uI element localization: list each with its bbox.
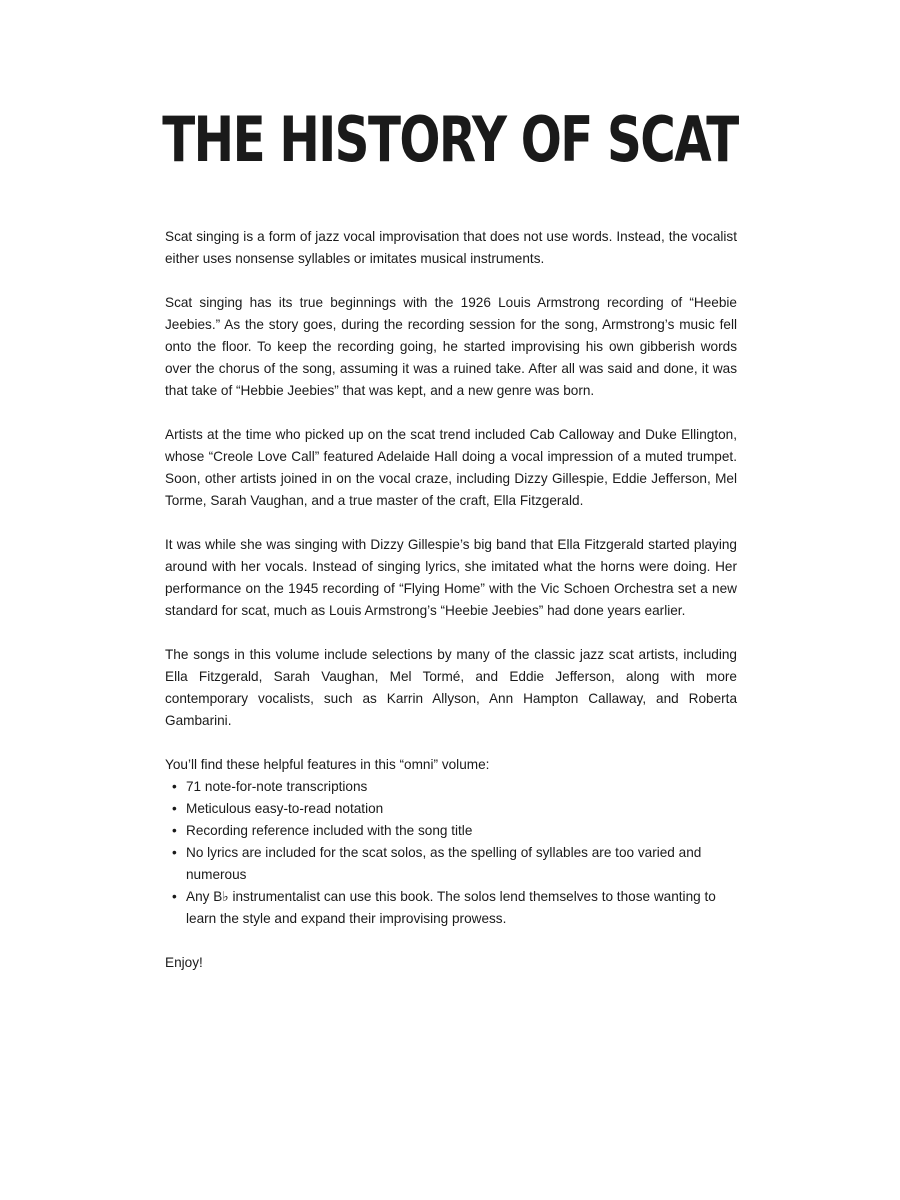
paragraph-volume-songs: The songs in this volume include selections by many of the classic jazz scat artists, including Ella Fitzgerald, Sarah Vaughan, Mel Tormé, and Eddie Jefferson, along with more contemporary vocalists, such as Karrin Allyson, Ann Hampton Callaway, and Roberta Gambarini. bbox=[165, 647, 737, 728]
list-item bbox=[172, 842, 737, 886]
feature-text: Meticulous easy-to-read notation bbox=[186, 801, 384, 816]
bullet-icon: • bbox=[172, 823, 177, 838]
features-list bbox=[165, 776, 737, 930]
feature-text: Recording reference included with the song title bbox=[186, 823, 473, 838]
closing-line: Enjoy! bbox=[165, 955, 203, 970]
feature-text: No lyrics are included for the scat solos, as the spelling of syllables are too varied and numerous bbox=[186, 845, 702, 882]
paragraph-intro: Scat singing is a form of jazz vocal improvisation that does not use words. Instead, the vocalist either uses nonsense syllables or imitates musical instruments. bbox=[165, 229, 737, 266]
bullet-icon: • bbox=[172, 801, 177, 816]
features-intro: You’ll find these helpful features in this “omni” volume: bbox=[165, 757, 490, 772]
page-title: THE HISTORY OF SCAT bbox=[162, 103, 738, 176]
bullet-icon: • bbox=[172, 779, 177, 794]
list-item bbox=[172, 798, 737, 820]
feature-text: Any B♭ instrumentalist can use this book. The solos lend themselves to those wanting to learn the style and expand their improvising prowess. bbox=[186, 889, 716, 926]
list-item bbox=[172, 820, 737, 842]
paragraph-ella-fitzgerald: It was while she was singing with Dizzy Gillespie’s big band that Ella Fitzgerald started playing around with her vocals. Instead of singing lyrics, she imitated what the horns were doing. Her performance on the 1945 recording of “Flying Home” with the Vic Schoen Orchestra set a new standard for scat, much as Louis Armstrong’s “Heebie Jeebies” had done years earlier. bbox=[165, 537, 737, 618]
list-item bbox=[172, 776, 737, 798]
paragraph-beginnings: Scat singing has its true beginnings with the 1926 Louis Armstrong recording of “Heebie Jeebies.” As the story goes, during the recording session for the song, Armstrong’s music fell onto the floor. To keep the recording going, he started improvising his own gibberish words over the chorus of the song, assuming it was a ruined take. After all was said and done, it was that take of “Hebbie Jeebies” that was kept, and a new genre was born. bbox=[165, 295, 737, 398]
list-item bbox=[172, 886, 737, 930]
feature-text: 71 note-for-note transcriptions bbox=[186, 779, 368, 794]
bullet-icon: • bbox=[172, 889, 177, 904]
bullet-icon: • bbox=[172, 845, 177, 860]
article-body bbox=[165, 226, 737, 974]
paragraph-artists: Artists at the time who picked up on the scat trend included Cab Calloway and Duke Ellington, whose “Creole Love Call” featured Adelaide Hall doing a vocal impression of a muted trumpet. Soon, other artists joined in on the vocal craze, including Dizzy Gillespie, Eddie Jefferson, Mel Torme, Sarah Vaughan, and a true master of the craft, Ella Fitzgerald. bbox=[165, 427, 737, 508]
